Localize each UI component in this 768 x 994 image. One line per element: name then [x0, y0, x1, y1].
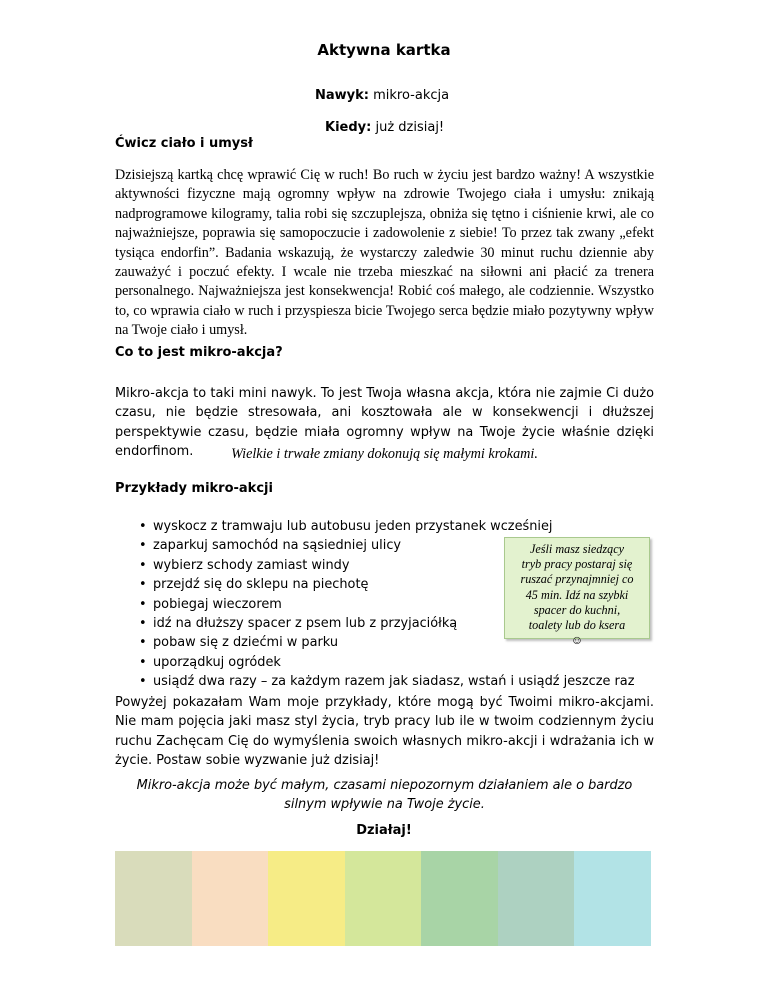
section-heading-what-is: Co to jest mikro-akcja? — [115, 345, 283, 360]
list-item: • wyskocz z tramwaju lub autobusu jeden przystanek wcześniej — [115, 517, 675, 536]
list-item: • pobiegaj wieczorem — [115, 595, 675, 614]
note-line: 45 min. Idź na szybki — [525, 587, 629, 602]
section-heading-body-mind: Ćwicz ciało i umysł — [115, 136, 253, 151]
list-item: • idź na dłuższy spacer z psem lub z przyjaciółką — [115, 614, 675, 633]
list-item: • usiądź dwa razy – za każdym razem jak siadasz, wstań i usiądź jeszcze raz — [115, 672, 675, 691]
list-item: • przejdź się do sklepu na piechotę — [115, 575, 675, 594]
color-swatch — [268, 851, 345, 946]
closing-paragraph: Powyżej pokazałam Wam moje przykłady, które mogą być Twoimi mikro-akcjami. Nie mam pojęcia jaki masz styl życia, tryb pracy lub ile w twoim codziennym życiu ruchu Zachęcam Cię do wymyślenia swoich własnych mikro-akcji i wdrażania ich w życie. Postaw sobie wyzwanie już dzisiaj! — [115, 695, 654, 769]
color-swatch — [345, 851, 422, 946]
color-swatch — [574, 851, 651, 946]
habit-line — [315, 88, 449, 103]
intro-paragraph: Dzisiejszą kartką chcę wprawić Cię w ruch! Bo ruch w życiu jest bardzo ważny! A wszystkie aktywności fizyczne mają ogromny wpływ na zdrowie Twojego ciała i umysłu: znikają nadprogramowe kilogramy, talia robi się szczuplejsza, obniża się tętno i ciśnienie krwi, ale co najważniejsze, poprawia się samopoczucie i zadowolenie z siebie! To przez tak zwany „efekt tysiąca endorfin”. Badania wskazują, że wystarczy zaledwie 30 minut ruchu dziennie aby zauważyć i poczuć efekty. I wcale nie trzeba mieszkać na siłowni ani płacić za trenera personalnego. Najważniejsza jest konsekwencja! Robić coś małego, ale codziennie. Wszystko to, co wprawia ciało w ruch i przyspiesza bicie Twojego serca będzie miało pozytywny wpływ na Twoje ciało i umysł. — [115, 167, 654, 339]
quote-line: silnym wpływie na Twoje życie. — [284, 797, 485, 813]
color-swatch — [498, 851, 575, 946]
quote-line: Mikro-akcja może być małym, czasami niepozornym działaniem ale o bardzo — [136, 778, 633, 793]
definition-text: Mikro-akcja to taki mini nawyk. To jest Twoja własna akcja, która nie zajmie Ci dużo czasu, nie będzie stresowała, ani kosztowała ale w konsekwencji i dłuższej perspektywie czasu, będzie miała ogromny wpływ na Twoje życie właśnie dzięki endorfinom. — [115, 386, 654, 460]
smiley-icon: ☺ — [570, 633, 584, 648]
color-palette — [115, 851, 651, 946]
habit-label: Nawyk: — [315, 88, 369, 103]
quote-small-steps: Wielkie i trwałe zmiany dokonują się małymi krokami. — [231, 446, 538, 462]
sitting-work-tip-note — [504, 537, 650, 648]
color-swatch — [192, 851, 269, 946]
color-swatch — [115, 851, 192, 946]
habit-value: mikro-akcja — [373, 88, 450, 103]
list-item: • uporządkuj ogródek — [115, 653, 675, 672]
call-to-action: Działaj! — [356, 823, 412, 838]
when-label: Kiedy: — [325, 120, 372, 135]
when-value: już dzisiaj! — [375, 120, 445, 135]
color-swatch — [421, 851, 498, 946]
when-line — [325, 120, 444, 135]
note-line: toalety lub do ksera — [528, 618, 626, 633]
quote-micro-action — [115, 776, 654, 815]
list-item: • zaparkuj samochód na sąsiedniej ulicy — [115, 536, 675, 555]
list-item: • wybierz schody zamiast windy — [115, 556, 675, 575]
list-item: • pobaw się z dziećmi w parku — [115, 633, 675, 652]
page-title: Aktywna kartka — [317, 41, 451, 59]
note-line: ruszać przynajmniej co — [520, 572, 634, 587]
note-line: tryb pracy postaraj się — [521, 557, 633, 572]
note-line: Jeśli masz siedzący — [529, 542, 625, 556]
section-heading-examples: Przykłady mikro-akcji — [115, 481, 273, 496]
note-line: spacer do kuchni, — [533, 602, 621, 617]
